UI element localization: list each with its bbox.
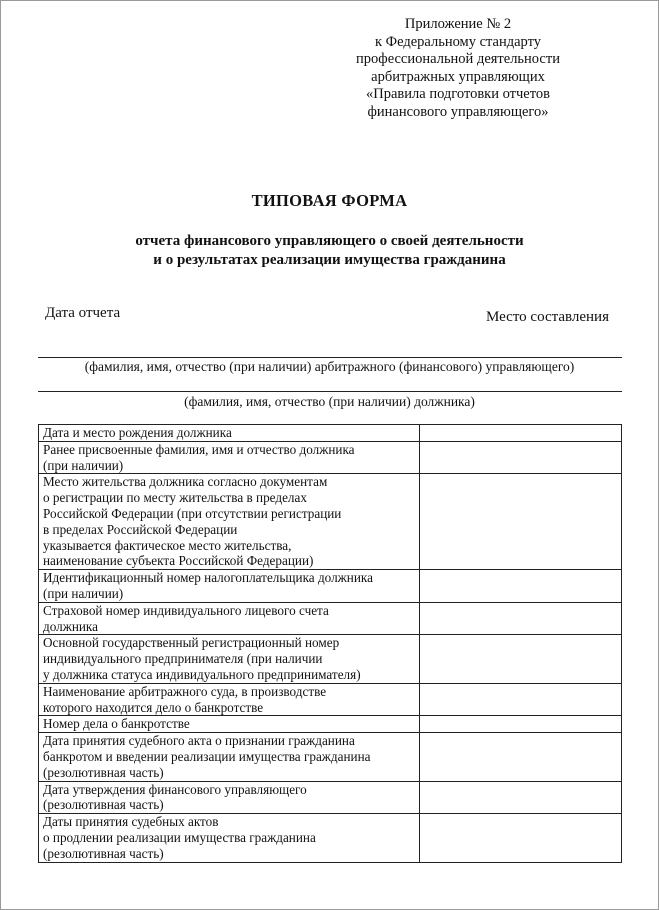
row-label-line: о продлении реализации имущества гражданина (43, 829, 316, 845)
row-value-cell[interactable] (420, 474, 622, 570)
row-label-line: Дата и место рождения должника (43, 425, 232, 440)
table-row (39, 781, 622, 814)
table-row (39, 814, 622, 862)
row-label-line: Даты принятия судебных актов (43, 814, 219, 830)
form-subtitle (0, 232, 659, 270)
row-label-line: (при наличии) (43, 457, 124, 473)
row-label-line: наименование субъекта Российской Федерации) (43, 553, 314, 569)
form-title: ТИПОВАЯ ФОРМА (251, 191, 408, 210)
row-label-line: которого находится дело о банкротстве (43, 699, 264, 715)
row-label-line: Страховой номер индивидуального лицевого счета (43, 602, 329, 618)
row-label-cell (39, 474, 420, 570)
table-row (39, 602, 622, 635)
row-label-line: (при наличии) (43, 585, 124, 601)
row-label-cell (39, 602, 420, 635)
table-row (39, 635, 622, 683)
row-label-line: (резолютивная часть) (43, 845, 164, 861)
row-label-line: о регистрации по месту жительства в пределах (43, 490, 307, 506)
row-label-line: в пределах Российской Федерации (43, 521, 238, 537)
table-row (39, 441, 622, 474)
row-value-cell[interactable] (420, 716, 622, 733)
table-row (39, 474, 622, 570)
row-label-line: Дата утверждения финансового управляющего (43, 781, 307, 797)
row-label-cell (39, 814, 420, 862)
subtitle-line: отчета финансового управляющего о своей деятельности (135, 233, 524, 249)
debtor-name-line (38, 391, 622, 392)
annex-line: Приложение № 2 (404, 16, 512, 32)
row-value-cell[interactable] (420, 635, 622, 683)
row-label-cell (39, 781, 420, 814)
row-label-line: Номер дела о банкротстве (43, 716, 190, 732)
row-value-cell[interactable] (420, 781, 622, 814)
manager-name-line (38, 357, 622, 358)
row-label-line: индивидуального предпринимателя (при наличии (43, 651, 323, 667)
debtor-name-caption: (фамилия, имя, отчество (при наличии) должника) (184, 394, 475, 409)
row-label-line: Идентификационный номер налогоплательщика должника (43, 570, 373, 586)
table-row (39, 733, 622, 781)
table-row (39, 425, 622, 442)
row-value-cell[interactable] (420, 570, 622, 603)
annex-line: к Федеральному стандарту (374, 33, 542, 50)
annex-line: профессиональной деятельности (356, 51, 560, 67)
subtitle-line: и о результатах реализации имущества гражданина (153, 252, 506, 268)
row-value-cell[interactable] (420, 425, 622, 442)
annex-line: финансового управляющего» (367, 103, 549, 120)
manager-name-caption: (фамилия, имя, отчество (при наличии) арбитражного (финансового) управляющего) (84, 359, 575, 374)
row-label-cell (39, 716, 420, 733)
row-value-cell[interactable] (420, 814, 622, 862)
report-date-label: Дата отчета (45, 305, 121, 321)
row-label-cell (39, 570, 420, 603)
row-label-line: (резолютивная часть) (43, 764, 164, 780)
annex-line: арбитражных управляющих (371, 68, 545, 85)
row-label-line: Дата принятия судебного акта о признании гражданина (43, 733, 355, 749)
row-label-cell (39, 635, 420, 683)
row-label-line: должника (43, 618, 98, 634)
row-label-cell (39, 441, 420, 474)
annex-header (320, 16, 596, 121)
row-label-line: банкротом и введении реализации имущества гражданина (43, 748, 371, 764)
row-label-line: Основной государственный регистрационный номер (43, 635, 340, 651)
row-label-line: Ранее присвоенные фамилия, имя и отчество должника (43, 441, 355, 457)
debtor-info-table (38, 424, 622, 863)
row-label-cell (39, 733, 420, 781)
row-value-cell[interactable] (420, 602, 622, 635)
row-label-cell (39, 425, 420, 442)
row-label-line: Наименование арбитражного суда, в производстве (43, 683, 327, 699)
row-value-cell[interactable] (420, 683, 622, 716)
row-label-cell (39, 683, 420, 716)
row-label-line: Российской Федерации (при отсутствии регистрации (43, 505, 342, 521)
row-value-cell[interactable] (420, 733, 622, 781)
row-label-line: (резолютивная часть) (43, 797, 164, 813)
table-row (39, 683, 622, 716)
table-row (39, 570, 622, 603)
row-value-cell[interactable] (420, 441, 622, 474)
annex-line: «Правила подготовки отчетов (366, 86, 550, 102)
table-row (39, 716, 622, 733)
report-place-label: Место составления (485, 309, 609, 325)
row-label-line: Место жительства должника согласно документам (43, 474, 328, 490)
row-label-line: указывается фактическое место жительства, (43, 537, 292, 553)
row-label-line: у должника статуса индивидуального предпринимателя) (43, 666, 361, 682)
